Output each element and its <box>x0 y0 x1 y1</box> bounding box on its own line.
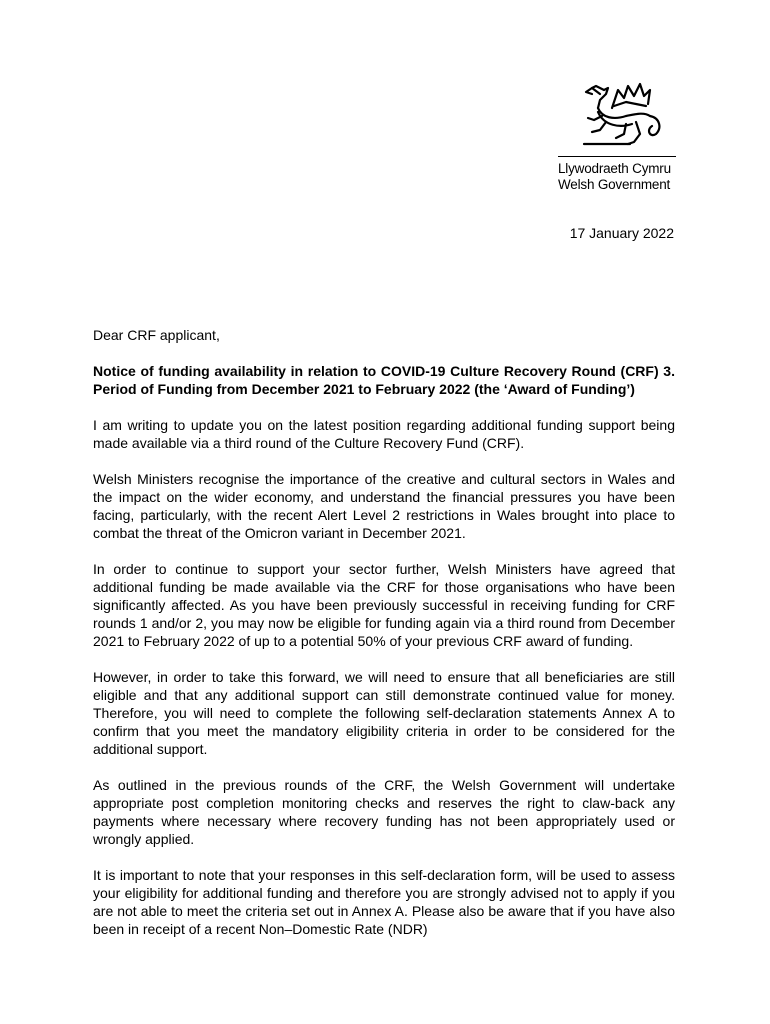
logo-english-name: Welsh Government <box>558 177 671 192</box>
paragraph: Welsh Ministers recognise the importance of the creative and cultural sectors in Wales and the impact on the wider economy, and understand the financial pressures you have been facing, particularly, with the recent Alert Level 2 restrictions in Wales brought into place to combat the threat of the Omicron variant in December 2021. <box>93 471 675 541</box>
logo-divider <box>558 156 676 157</box>
welsh-government-logo <box>558 82 678 193</box>
letter-body <box>93 326 675 956</box>
paragraph: I am writing to update you on the latest position regarding additional funding support being made available via a third round of the Culture Recovery Fund (CRF). <box>93 417 675 451</box>
salutation: Dear CRF applicant, <box>93 327 220 343</box>
paragraph: It is important to note that your responses in this self-declaration form, will be used to assess your eligibility for additional funding and therefore you are strongly advised not to apply if you are not able to meet the criteria set out in Annex A. Please also be aware that if you have also been in receipt of a recent Non–Domestic Rate (NDR) <box>93 867 675 937</box>
paragraph: However, in order to take this forward, we will need to ensure that all beneficiaries are still eligible and that any additional support can still demonstrate continued value for money. Therefore, you will need to complete the following self-declaration statements Annex A to confirm that you meet the mandatory eligibility criteria in order to be considered for the additional support. <box>93 669 675 757</box>
subject-heading: Notice of funding availability in relation to COVID-19 Culture Recovery Round (CRF) 3. Period of Funding from December 2021 to February 2022 (the ‘Award of Funding’) <box>93 363 675 397</box>
letter-date: 17 January 2022 <box>569 225 674 241</box>
welsh-dragon-icon <box>570 82 670 150</box>
logo-text <box>558 161 678 193</box>
paragraph: In order to continue to support your sector further, Welsh Ministers have agreed that additional funding be made available via the CRF for those organisations who have been significantly affected. As you have been previously successful in receiving funding for CRF rounds 1 and/or 2, you may now be eligible for funding again via a third round from December 2021 to February 2022 of up to a potential 50% of your previous CRF award of funding. <box>93 561 675 649</box>
logo-welsh-name: Llywodraeth Cymru <box>558 161 671 176</box>
paragraph: As outlined in the previous rounds of the CRF, the Welsh Government will undertake appropriate post completion monitoring checks and reserves the right to claw-back any payments where necessary where recovery funding has not been appropriately used or wrongly applied. <box>93 777 675 847</box>
